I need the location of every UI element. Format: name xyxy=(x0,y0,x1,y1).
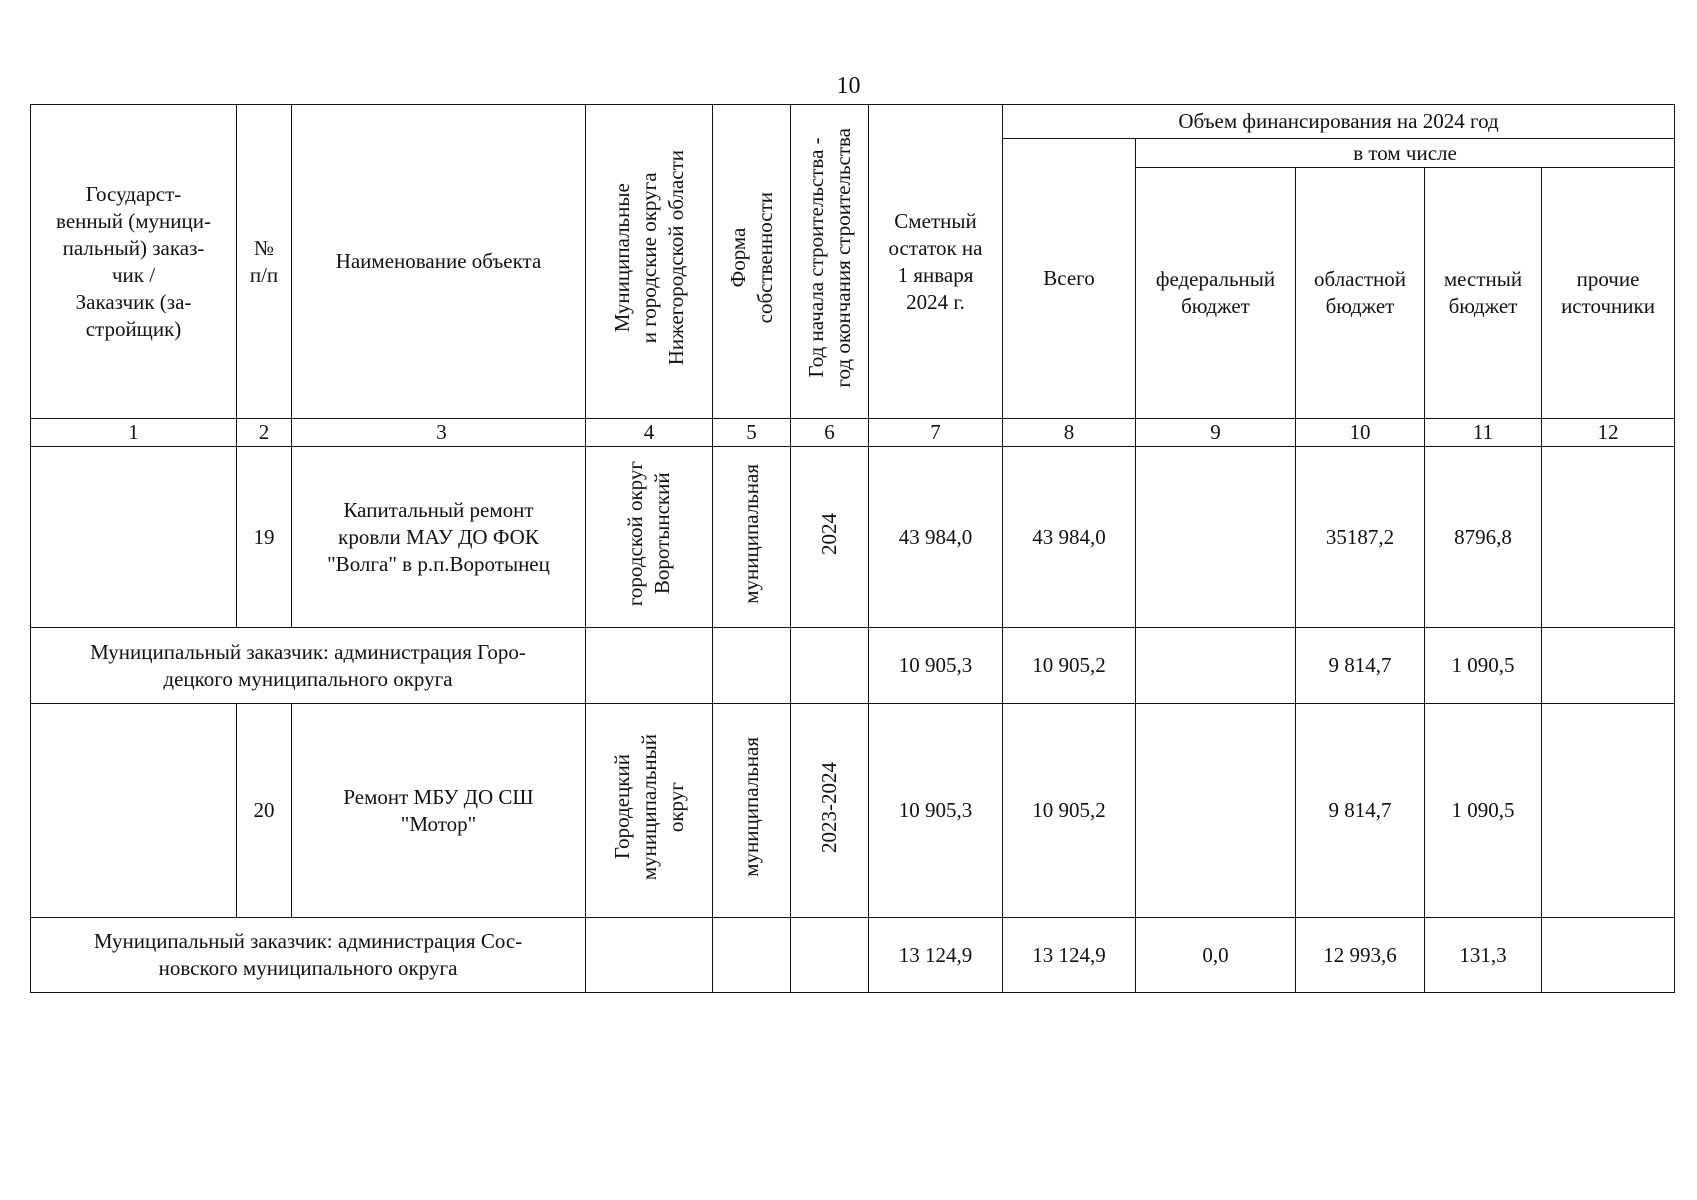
years-text: 2024 xyxy=(817,512,841,555)
local-value: 131,3 xyxy=(1425,918,1542,993)
local-value: 1 090,5 xyxy=(1425,628,1542,704)
header-total-text: Всего xyxy=(1043,266,1095,290)
estimate-value: 13 124,9 xyxy=(869,918,1003,993)
header-total xyxy=(1003,139,1136,419)
federal-value xyxy=(1136,704,1296,918)
other-value xyxy=(1542,918,1675,993)
years-cell xyxy=(791,447,869,628)
header-num-text: № п/п xyxy=(249,235,279,287)
total-value: 10 905,2 xyxy=(1003,628,1136,704)
ownership-cell xyxy=(713,447,791,628)
regional-value: 35187,2 xyxy=(1296,447,1425,628)
empty-cell xyxy=(586,628,713,704)
header-estimate-text: Сметный остаток на 1 января 2024 г. xyxy=(888,208,983,314)
federal-value xyxy=(1136,628,1296,704)
empty-cell xyxy=(791,918,869,993)
header-local-text: местный бюджет xyxy=(1443,267,1523,318)
header-estimate xyxy=(869,105,1003,419)
col-number: 7 xyxy=(869,419,1003,447)
district-cell xyxy=(586,447,713,628)
col-number: 3 xyxy=(292,419,586,447)
header-other xyxy=(1542,168,1675,419)
col-number: 12 xyxy=(1542,419,1675,447)
col-number: 5 xyxy=(713,419,791,447)
estimate-value: 10 905,3 xyxy=(869,704,1003,918)
header-funding-title xyxy=(1003,105,1675,139)
row-num: 20 xyxy=(237,704,292,918)
object-name xyxy=(292,704,586,918)
other-value xyxy=(1542,447,1675,628)
local-value: 1 090,5 xyxy=(1425,704,1542,918)
header-including-text: в том числе xyxy=(1353,140,1457,165)
header-district xyxy=(586,105,713,419)
header-including xyxy=(1136,139,1675,168)
federal-value: 0,0 xyxy=(1136,918,1296,993)
estimate-value: 10 905,3 xyxy=(869,628,1003,704)
page-number: 10 xyxy=(836,73,861,99)
header-years-text: Год начала строительства - год окончания строительства xyxy=(803,128,855,388)
empty-cell xyxy=(791,628,869,704)
table-row xyxy=(31,447,1675,628)
customer-summary-text: Муниципальный заказчик: администрация Сос- новского муниципального округа xyxy=(93,929,523,980)
regional-value: 9 814,7 xyxy=(1296,704,1425,918)
customer-cell xyxy=(31,447,237,628)
col-number: 11 xyxy=(1425,419,1542,447)
header-years xyxy=(791,105,869,419)
header-object-name xyxy=(292,105,586,419)
object-name xyxy=(292,447,586,628)
years-cell xyxy=(791,704,869,918)
header-local xyxy=(1425,168,1542,419)
header-num xyxy=(237,105,292,419)
row-num: 19 xyxy=(237,447,292,628)
header-ownership xyxy=(713,105,791,419)
column-numbers-row xyxy=(31,419,1675,447)
object-name-text: Капитальный ремонт кровли МАУ ДО ФОК "Волга" в р.п.Воротынец xyxy=(327,497,550,576)
ownership-text: муниципальная xyxy=(739,737,763,877)
header-funding-title-text: Объем финансирования на 2024 год xyxy=(1178,109,1499,133)
col-number: 8 xyxy=(1003,419,1136,447)
customer-summary-text: Муниципальный заказчик: администрация Горо- децкого муниципального округа xyxy=(90,639,526,691)
empty-cell xyxy=(713,918,791,993)
customer-cell xyxy=(31,704,237,918)
header-regional-text: областной бюджет xyxy=(1314,267,1406,318)
other-value xyxy=(1542,628,1675,704)
col-number: 4 xyxy=(586,419,713,447)
header-object-name-text: Наименование объекта xyxy=(335,249,542,273)
federal-value xyxy=(1136,447,1296,628)
customer-summary xyxy=(31,628,586,704)
empty-cell xyxy=(586,918,713,993)
header-ownership-text: Форма собственности xyxy=(725,192,777,324)
district-text: городской округ Воротынский xyxy=(623,460,674,607)
header-federal-text: федеральный бюджет xyxy=(1155,267,1276,318)
ownership-text: муниципальная xyxy=(739,463,763,604)
header-customer-text: Государст- венный (муници- пальный) заказ- чик / Заказчик (за- стройщик) xyxy=(56,181,211,341)
financing-table xyxy=(30,104,1675,993)
header-district-text: Муниципальные и городские округа Нижегородской области xyxy=(609,150,688,366)
total-value: 43 984,0 xyxy=(1003,447,1136,628)
header-federal xyxy=(1136,168,1296,419)
district-text: Городецкий муниципальный округ xyxy=(609,733,688,881)
header-regional xyxy=(1296,168,1425,419)
col-number: 6 xyxy=(791,419,869,447)
customer-summary-row xyxy=(31,628,1675,704)
table-row xyxy=(31,704,1675,918)
total-value: 13 124,9 xyxy=(1003,918,1136,993)
col-number: 1 xyxy=(31,419,237,447)
total-value: 10 905,2 xyxy=(1003,704,1136,918)
district-cell xyxy=(586,704,713,918)
years-text: 2023-2024 xyxy=(817,761,841,853)
estimate-value: 43 984,0 xyxy=(869,447,1003,628)
regional-value: 9 814,7 xyxy=(1296,628,1425,704)
col-number: 9 xyxy=(1136,419,1296,447)
empty-cell xyxy=(713,628,791,704)
object-name-text: Ремонт МБУ ДО СШ "Мотор" xyxy=(343,784,534,836)
customer-summary-row xyxy=(31,918,1675,993)
regional-value: 12 993,6 xyxy=(1296,918,1425,993)
customer-summary xyxy=(31,918,586,993)
header-other-text: прочие источники xyxy=(1561,267,1655,318)
local-value: 8796,8 xyxy=(1425,447,1542,628)
header-customer xyxy=(31,105,237,419)
col-number: 10 xyxy=(1296,419,1425,447)
other-value xyxy=(1542,704,1675,918)
col-number: 2 xyxy=(237,419,292,447)
ownership-cell xyxy=(713,704,791,918)
